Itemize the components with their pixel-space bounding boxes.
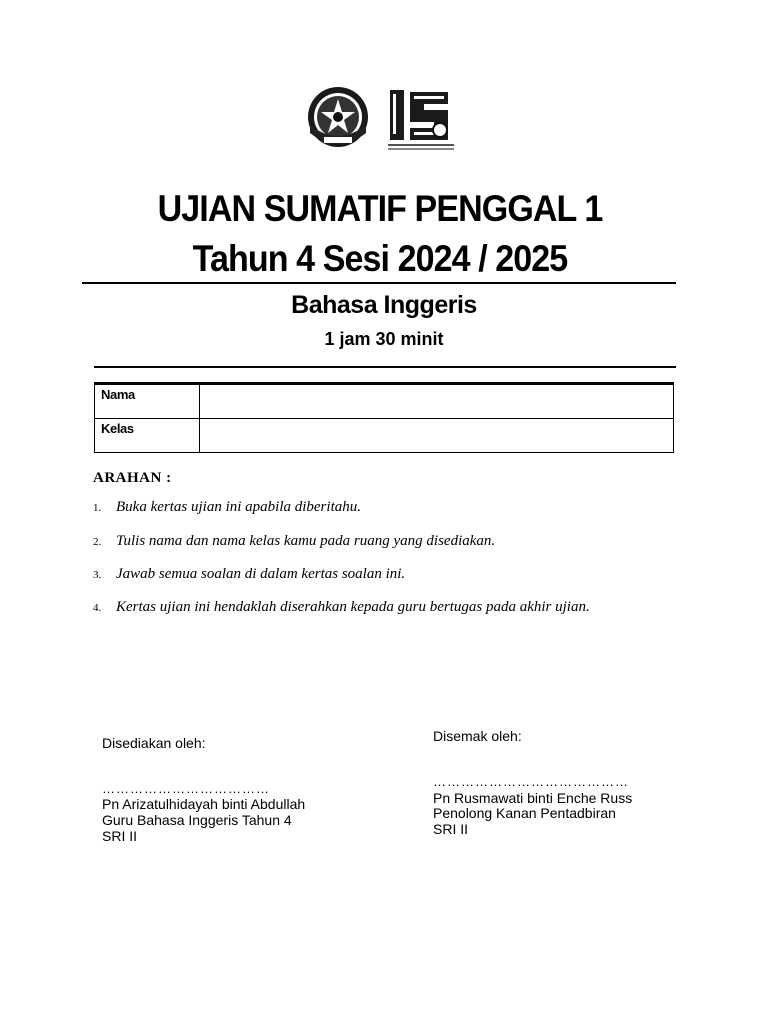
instruction-number: 2. xyxy=(93,536,102,548)
instruction-item xyxy=(93,566,405,583)
checked-signature-line: …………………………………… xyxy=(433,774,629,789)
subject-title: Bahasa Inggeris xyxy=(291,291,477,319)
instruction-text: Kertas ujian ini hendaklah diserahkan kepada guru bertugas pada akhir ujian. xyxy=(116,599,590,615)
instruction-number: 3. xyxy=(93,569,102,581)
checked-by-school: SRI II xyxy=(433,821,469,837)
checked-by-role: Penolong Kanan Pentadbiran xyxy=(433,805,616,821)
table-row xyxy=(95,384,674,419)
name-field[interactable] xyxy=(200,384,674,419)
school-crest-icon xyxy=(306,85,370,153)
title-divider xyxy=(82,282,676,284)
table-row xyxy=(95,419,674,453)
instruction-text: Jawab semua soalan di dalam kertas soalan ini. xyxy=(116,566,406,582)
student-info-table xyxy=(94,382,674,453)
instructions-heading: ARAHAN : xyxy=(93,470,172,486)
is-logo-icon xyxy=(386,86,456,152)
exam-session: Tahun 4 Sesi 2024 / 2025 xyxy=(192,238,568,279)
prepared-by-school: SRI II xyxy=(102,828,138,844)
prepared-by-name: Pn Arizatulhidayah binti Abdullah xyxy=(102,796,306,812)
instruction-text: Buka kertas ujian ini apabila diberitahu. xyxy=(116,499,361,515)
instruction-item xyxy=(93,533,495,550)
instruction-number: 1. xyxy=(93,502,102,514)
instruction-text: Tulis nama dan nama kelas kamu pada ruang yang disediakan. xyxy=(116,533,496,549)
subject-divider xyxy=(94,366,676,368)
prepared-by-label: Disediakan oleh: xyxy=(102,735,206,751)
prepared-signature-line: ……………………………… xyxy=(102,781,270,796)
prepared-by-role: Guru Bahasa Inggeris Tahun 4 xyxy=(102,812,292,828)
instruction-item xyxy=(93,599,590,616)
exam-title: UJIAN SUMATIF PENGGAL 1 xyxy=(157,188,603,229)
exam-duration: 1 jam 30 minit xyxy=(324,329,444,349)
class-label: Kelas xyxy=(95,419,200,453)
class-field[interactable] xyxy=(200,419,674,453)
instruction-number: 4. xyxy=(93,602,102,614)
instruction-item xyxy=(93,499,361,516)
checked-by-label: Disemak oleh: xyxy=(433,728,522,744)
name-label: Nama xyxy=(95,384,200,419)
checked-by-name: Pn Rusmawati binti Enche Russ xyxy=(433,790,633,806)
